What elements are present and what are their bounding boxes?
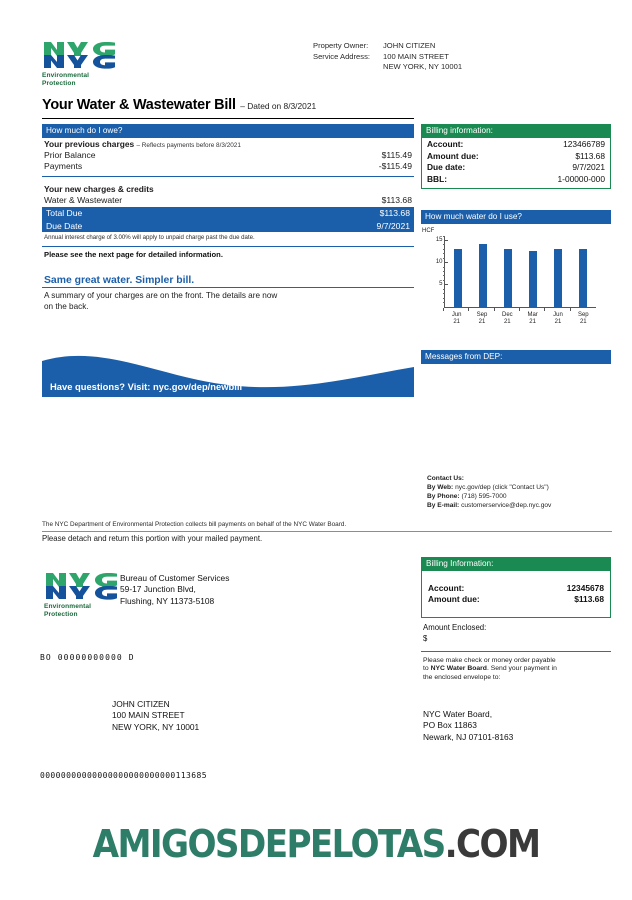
- payment-instructions-line-3: the enclosed envelope to:: [423, 674, 501, 682]
- contact-email-value[interactable]: customerservice@dep.nyc.gov: [461, 502, 552, 509]
- chart-x-label: Sep 21: [476, 311, 488, 325]
- ocr-line-top: BO 00000000000 D: [40, 653, 135, 662]
- previous-charges-subheading: [42, 138, 414, 150]
- bureau-address-block: [120, 573, 229, 607]
- chart-bar-cell: [521, 236, 546, 307]
- chart-bar-cell: [571, 236, 596, 307]
- stub-row-amount-due: [428, 594, 604, 606]
- chart-bar: [529, 251, 537, 306]
- how-much-do-i-owe-heading: How much do I owe?: [42, 124, 414, 138]
- chart-y-minor-tick: [443, 275, 445, 276]
- contact-us-block: [427, 474, 617, 510]
- chart-y-tick: 5: [439, 281, 445, 287]
- property-owner-block: [313, 41, 462, 73]
- chart-bar: [504, 249, 512, 307]
- billing-row-account: [427, 139, 605, 151]
- chart-bar-cell: [470, 236, 495, 307]
- agency-line-2-stub: Protection: [44, 611, 78, 619]
- chart-y-minor-tick: [443, 258, 445, 259]
- water-board-name: NYC Water Board: [430, 665, 487, 673]
- chart-bar: [454, 249, 462, 307]
- pay-note-suffix: . Send your payment in: [486, 665, 557, 673]
- customer-address-block: [112, 699, 199, 733]
- chart-plot-area: [435, 236, 596, 308]
- contact-phone-value[interactable]: (718) 595-7000: [461, 493, 507, 500]
- chart-bar-cell: [546, 236, 571, 307]
- chart-y-minor-tick: [443, 249, 445, 250]
- service-address-street: 100 MAIN STREET: [383, 51, 449, 61]
- payment-instructions-line-2: [423, 665, 609, 674]
- chart-bar: [579, 249, 587, 307]
- chart-x-label: Sep 21: [577, 311, 589, 325]
- nyc-dep-logo: [42, 40, 122, 89]
- due-date-label: Due Date: [46, 220, 83, 231]
- stub-billing-heading: Billing Information:: [421, 557, 611, 571]
- billing-due-date-value: 9/7/2021: [572, 162, 605, 173]
- chart-y-minor-tick: [443, 298, 445, 299]
- chart-y-minor-tick: [443, 293, 445, 294]
- chart-y-minor-tick: [443, 280, 445, 281]
- simpler-bill-heading: Same great water. Simpler bill.: [44, 274, 195, 286]
- amount-enclosed-label: Amount Enclosed:: [423, 622, 487, 632]
- water-wastewater-row: [42, 194, 414, 205]
- usage-bar-chart: [421, 224, 611, 330]
- due-date-row: [42, 220, 414, 233]
- billing-bbl-value: 1-00000-000: [557, 173, 605, 184]
- agency-line-1-stub: Environmental: [44, 603, 92, 610]
- nyc-logo-mark: [42, 40, 120, 70]
- stub-amount-due-value: $113.68: [574, 594, 604, 605]
- payments-row: [42, 160, 414, 171]
- water-board-line-1: NYC Water Board,: [423, 709, 493, 720]
- contact-email-row: [427, 501, 617, 510]
- billing-information-body: [421, 138, 611, 190]
- total-due-row: [42, 207, 414, 220]
- chart-x-label: Dec 21: [501, 311, 513, 325]
- service-city-row: [313, 62, 462, 73]
- contact-web-value[interactable]: nyc.gov/dep (click "Contact Us"): [455, 484, 549, 491]
- watermark-part-2: .COM: [444, 822, 540, 866]
- page-title: [42, 96, 432, 114]
- chart-x-label: Mar 21: [527, 311, 538, 325]
- customer-city: NEW YORK, NY 10001: [112, 721, 200, 732]
- agency-line-1: Environmental: [42, 72, 90, 79]
- water-board-line-3: Newark, NJ 07101-8163: [423, 731, 514, 742]
- chart-bars: [445, 236, 596, 307]
- service-address-city: NEW YORK, NY 10001: [383, 62, 463, 72]
- detach-instruction: Please detach and return this portion with your mailed payment.: [42, 534, 263, 543]
- title-divider: [42, 118, 414, 119]
- next-page-note: Please see the next page for detailed information.: [44, 249, 223, 259]
- service-address-label: Service Address:: [313, 51, 370, 61]
- watermark: [0, 822, 632, 866]
- prior-balance-label: Prior Balance: [44, 150, 96, 160]
- y-axis-label: HCF: [422, 227, 435, 234]
- agency-name: [42, 72, 122, 89]
- bill-date-text: – Dated on 8/3/2021: [240, 101, 317, 111]
- stub-billing-body: [421, 571, 611, 618]
- water-board-address-block: [421, 683, 611, 743]
- payment-instructions: [421, 652, 611, 683]
- billing-account-label: Account:: [427, 139, 464, 149]
- spacer: [313, 62, 383, 73]
- chart-y-tick: 15: [436, 237, 445, 243]
- agency-line-2: Protection: [42, 80, 76, 88]
- billing-information-panel: [421, 124, 611, 189]
- chart-y-minor-tick: [443, 236, 445, 237]
- chart-bar-cell: [495, 236, 520, 307]
- messages-from-dep-panel: [421, 350, 611, 404]
- amount-enclosed-field[interactable]: $: [423, 633, 428, 643]
- property-owner-label: Property Owner:: [313, 41, 369, 50]
- total-due-label: Total Due: [46, 208, 83, 218]
- chart-x-label: Jun 21: [553, 311, 563, 325]
- nyc-logo-mark-stub: [44, 571, 122, 601]
- stub-row-account: [428, 583, 604, 595]
- bureau-line-1: Bureau of Customer Services: [120, 573, 230, 583]
- due-date-value: 9/7/2021: [376, 220, 410, 231]
- questions-wave-banner: [42, 347, 414, 397]
- chart-bar: [554, 249, 562, 307]
- chart-x-label: Jun 21: [451, 311, 462, 325]
- chart-y-minor-tick: [443, 271, 445, 272]
- previous-charges-note: – Reflects payments before 8/3/2021: [136, 142, 241, 149]
- chart-y-minor-tick: [443, 253, 445, 254]
- water-board-line-2: PO Box 11863: [423, 720, 477, 731]
- amount-enclosed-block: [421, 618, 611, 644]
- contact-email-label: By E-mail:: [427, 502, 460, 509]
- prior-balance-row: [42, 149, 414, 160]
- total-due-amount: $113.68: [379, 208, 410, 218]
- messages-heading: Messages from DEP:: [421, 350, 611, 364]
- watermark-part-1: AMIGOSDEPELOTAS: [92, 822, 445, 866]
- prior-balance-amount: $115.49: [381, 150, 412, 160]
- chart-y-minor-tick: [443, 267, 445, 268]
- billing-bbl-label: BBL:: [427, 173, 448, 184]
- detach-divider: [42, 531, 612, 532]
- stub-billing-panel: [421, 557, 611, 743]
- simpler-bill-line-1: A summary of your charges are on the front. The details are now: [44, 290, 278, 300]
- billing-amount-due-value: $113.68: [575, 150, 605, 161]
- spacer: [42, 177, 414, 184]
- water-wastewater-label: Water & Wastewater: [44, 195, 123, 205]
- messages-body: [421, 364, 611, 404]
- spacer: [42, 259, 414, 275]
- billing-information-heading: Billing information:: [421, 124, 611, 138]
- simpler-bill-body: [42, 288, 414, 312]
- billing-row-amount-due: [427, 151, 605, 163]
- service-address-row: [313, 52, 462, 63]
- chart-bar: [479, 244, 487, 306]
- new-charges-heading: Your new charges & credits: [44, 184, 154, 194]
- payments-label: Payments: [44, 161, 83, 171]
- contact-heading-text: Contact Us:: [427, 475, 464, 482]
- billing-row-due-date: [427, 162, 605, 174]
- contact-us-heading: [427, 474, 617, 483]
- simpler-bill-line-2: on the back.: [44, 301, 89, 311]
- water-usage-heading: How much water do I use?: [421, 210, 611, 224]
- billing-row-bbl: [427, 174, 605, 186]
- bureau-line-3: Flushing, NY 11373-5108: [120, 595, 215, 606]
- pay-note-prefix: to: [423, 665, 431, 673]
- bill-title-text: Your Water & Wastewater Bill: [42, 97, 236, 113]
- chart-y-minor-tick: [443, 302, 445, 303]
- stub-account-label: Account:: [428, 582, 465, 593]
- chart-y-minor-tick: [443, 289, 445, 290]
- billing-account-value: 123466789: [563, 139, 605, 149]
- previous-charges-label: Your previous charges: [44, 139, 135, 149]
- billing-amount-due-label: Amount due:: [427, 150, 479, 161]
- ocr-line-bottom: 00000000000000000000000000113685: [40, 771, 207, 780]
- billing-due-date-label: Due date:: [427, 162, 466, 173]
- contact-web-row: [427, 483, 617, 492]
- contact-phone-row: [427, 492, 617, 501]
- left-column: [42, 124, 414, 312]
- payments-amount: -$115.49: [378, 161, 412, 171]
- water-wastewater-amount: $113.68: [381, 195, 412, 205]
- contact-phone-label: By Phone:: [427, 493, 460, 500]
- water-usage-chart-panel: [421, 210, 611, 330]
- chart-x-labels: [444, 312, 596, 327]
- chart-y-minor-tick: [443, 244, 445, 245]
- property-owner-row: [313, 41, 462, 52]
- chart-y-tick: 10: [436, 259, 445, 265]
- customer-name: JOHN CITIZEN: [112, 699, 170, 709]
- stub-amount-due-label: Amount due:: [428, 594, 480, 605]
- chart-bar-cell: [445, 236, 470, 307]
- property-owner-value: JOHN CITIZEN: [383, 41, 436, 50]
- contact-web-label: By Web:: [427, 484, 454, 491]
- questions-link-text[interactable]: Have questions? Visit: nyc.gov/dep/newbill: [50, 381, 243, 392]
- payment-instructions-line-1: Please make check or money order payable: [423, 656, 556, 664]
- bureau-line-2: 59-17 Junction Blvd,: [120, 584, 196, 595]
- customer-street: 100 MAIN STREET: [112, 710, 185, 721]
- interest-note: Annual interest charge of 3.00% will apply to unpaid charge past the due date.: [44, 233, 255, 241]
- nyc-dep-logo-stub: [44, 571, 124, 620]
- dep-disclaimer: The NYC Department of Environmental Protection collects bill payments on behalf of the NYC Water Board.: [42, 521, 347, 528]
- stub-account-value: 12345678: [566, 582, 604, 593]
- agency-name-stub: [44, 603, 124, 620]
